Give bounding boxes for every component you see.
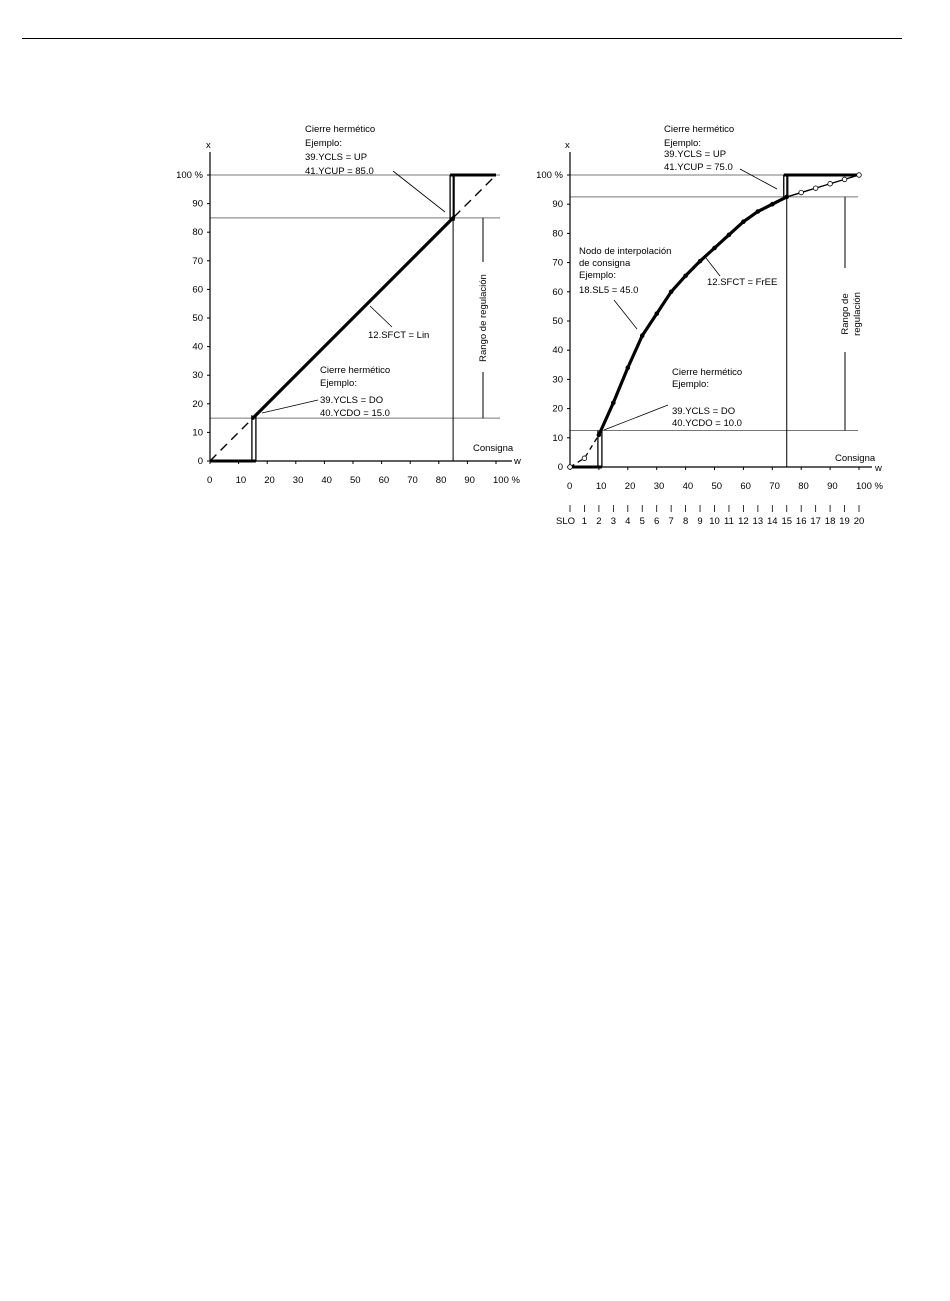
- data-point-10: [713, 246, 717, 250]
- y-tick-label-8: 80: [552, 228, 563, 240]
- y-tick-label-9: 90: [192, 198, 203, 210]
- annot-node-line1: Nodo de interpolación: [579, 246, 672, 257]
- annot-node-line4: 18.SL5 = 45.0: [579, 285, 639, 296]
- y-tick-label-6: 60: [192, 284, 203, 296]
- y-tick-label-1: 10: [552, 432, 563, 444]
- annot-top-line4: 41.YCUP = 85.0: [305, 166, 374, 177]
- data-point-1: [582, 456, 587, 461]
- annot-top-line3: 39.YCLS = UP: [305, 152, 368, 163]
- y-tick-label-3: 30: [552, 374, 563, 386]
- x-tick-label-7: 70: [407, 475, 418, 486]
- annot-top-line2: Ejemplo:: [664, 138, 701, 149]
- curve-label: 12.SFCT = Lin: [368, 330, 430, 341]
- data-point-1: [451, 216, 455, 220]
- x-tick-label-2: 20: [624, 481, 636, 492]
- node-label-18: 18: [824, 516, 836, 527]
- annot-top-line2: Ejemplo:: [305, 138, 342, 149]
- annot-bottom-line2: Ejemplo:: [320, 378, 357, 389]
- data-point-15: [785, 195, 789, 199]
- y-tick-label-2: 20: [552, 403, 563, 415]
- x-tick-label-6: 60: [740, 481, 751, 492]
- x-tick-label-6: 60: [378, 475, 390, 486]
- leader-curve: [706, 258, 720, 276]
- data-point-16: [799, 190, 804, 195]
- y-axis-label: x: [206, 140, 211, 151]
- data-point-11: [727, 233, 731, 237]
- x-tick-label-0: 0: [567, 481, 573, 492]
- annot-top-line1: Cierre hermético: [305, 124, 376, 135]
- data-point-13: [756, 210, 760, 214]
- annot-bottom-line1: Cierre hermético: [320, 365, 391, 376]
- annot-bottom-line3: 39.YCLS = DO: [672, 406, 736, 417]
- x-tick-label-4: 40: [682, 481, 694, 492]
- node-label-13: 13: [752, 516, 764, 527]
- y-tick-label-1: 10: [192, 427, 203, 439]
- node-label-9: 9: [697, 516, 703, 527]
- x-tick-label-9: 90: [464, 475, 475, 486]
- node-label-7: 7: [668, 516, 674, 527]
- consigna-label: Consigna: [473, 443, 514, 454]
- chart-linear: [176, 124, 521, 486]
- leader-curve: [370, 306, 392, 327]
- y-tick-label-0: 0: [557, 462, 563, 473]
- annot-top-line1: Cierre hermético: [664, 124, 735, 135]
- y-tick-label-7: 70: [552, 257, 563, 269]
- data-point-6: [655, 312, 659, 316]
- node-label-11: 11: [724, 516, 734, 527]
- node-label-1: 1: [581, 516, 588, 527]
- node-label-15: 15: [781, 516, 793, 527]
- y-tick-label-2: 20: [192, 398, 203, 410]
- leader-bottom: [604, 405, 668, 430]
- data-point-9: [698, 259, 702, 263]
- node-label-8: 8: [682, 516, 689, 527]
- y-tick-label-7: 70: [192, 255, 203, 267]
- annot-top-line3: 39.YCLS = UP: [664, 149, 727, 160]
- data-point-12: [742, 220, 746, 224]
- x-tick-label-8: 80: [435, 475, 447, 486]
- data-point-0: [568, 465, 573, 470]
- curve-label: 12.SFCT = FrEE: [707, 277, 778, 288]
- x-tick-label-7: 70: [769, 481, 780, 492]
- node-label-4: 4: [625, 516, 631, 527]
- range-label-line1: Rango de: [840, 293, 851, 335]
- x-tick-label-1: 10: [235, 475, 247, 486]
- data-point-18: [828, 181, 833, 186]
- y-tick-label-10: 100 %: [176, 170, 203, 181]
- y-tick-label-0: 0: [197, 456, 203, 467]
- annot-node-line2: de consigna: [579, 258, 631, 269]
- node-label-3: 3: [610, 516, 616, 527]
- data-point-17: [813, 186, 818, 191]
- data-point-2: [597, 433, 601, 437]
- data-point-8: [684, 274, 688, 278]
- x-tick-label-10: 100 %: [856, 481, 883, 492]
- annot-bottom-line4: 40.YCDO = 10.0: [672, 418, 742, 429]
- data-point-14: [770, 202, 774, 206]
- node-label-12: 12: [738, 516, 749, 527]
- data-point-4: [626, 366, 630, 370]
- y-tick-label-4: 40: [552, 345, 563, 357]
- x-tick-label-4: 40: [321, 475, 332, 486]
- data-point-7: [669, 290, 673, 294]
- node-label-2: 2: [596, 516, 602, 527]
- range-label-line2: regulación: [852, 292, 863, 336]
- x-tick-label-1: 10: [595, 481, 607, 492]
- x-tick-label-5: 50: [711, 481, 723, 492]
- leader-top: [393, 171, 445, 212]
- x-tick-label-5: 50: [350, 475, 361, 486]
- y-tick-label-9: 90: [552, 199, 563, 211]
- x-tick-label-3: 30: [292, 475, 304, 486]
- annot-node-line3: Ejemplo:: [579, 270, 616, 281]
- x-tick-label-10: 100 %: [493, 475, 520, 486]
- x-tick-label-0: 0: [207, 475, 213, 486]
- node-label-6: 6: [654, 516, 660, 527]
- data-point-3: [611, 401, 615, 405]
- node-label-10: 10: [709, 516, 720, 527]
- leader-top: [740, 169, 777, 189]
- series-line-end: [787, 175, 859, 197]
- node-label-19: 19: [839, 516, 850, 527]
- series-line-start: [570, 435, 599, 467]
- data-point-0: [251, 416, 255, 420]
- x-tick-label-2: 20: [264, 475, 275, 486]
- x-axis-label: w: [875, 463, 882, 474]
- node-label-16: 16: [795, 516, 807, 527]
- node-label-14: 14: [767, 516, 778, 527]
- node-label-0: SLO: [556, 516, 576, 527]
- x-tick-label-9: 90: [827, 481, 838, 492]
- node-label-5: 5: [639, 516, 645, 527]
- x-tick-label-8: 80: [798, 481, 809, 492]
- annot-bottom-line3: 39.YCLS = DO: [320, 395, 384, 406]
- range-label: Rango de regulación: [478, 274, 489, 362]
- y-tick-label-5: 50: [192, 313, 203, 324]
- y-tick-label-8: 80: [192, 227, 203, 239]
- y-axis-label: x: [565, 140, 570, 151]
- annot-bottom-line4: 40.YCDO = 15.0: [320, 408, 390, 419]
- y-tick-label-10: 100 %: [536, 170, 563, 181]
- leader-node: [614, 300, 637, 329]
- data-point-19: [842, 177, 847, 182]
- annot-bottom-line1: Cierre hermético: [672, 367, 743, 378]
- annot-bottom-line2: Ejemplo:: [672, 379, 709, 390]
- chart-free: [536, 124, 883, 527]
- node-label-20: 20: [853, 516, 865, 527]
- x-tick-label-3: 30: [653, 481, 665, 492]
- y-tick-label-5: 50: [552, 316, 563, 327]
- data-point-5: [640, 334, 644, 338]
- x-axis-label: w: [514, 456, 521, 467]
- node-label-17: 17: [810, 516, 821, 527]
- annot-top-line4: 41.YCUP = 75.0: [664, 162, 733, 173]
- data-point-20: [857, 173, 862, 178]
- y-tick-label-6: 60: [552, 286, 563, 298]
- y-tick-label-4: 40: [192, 341, 203, 353]
- y-tick-label-3: 30: [192, 370, 203, 382]
- consigna-label: Consigna: [835, 453, 876, 464]
